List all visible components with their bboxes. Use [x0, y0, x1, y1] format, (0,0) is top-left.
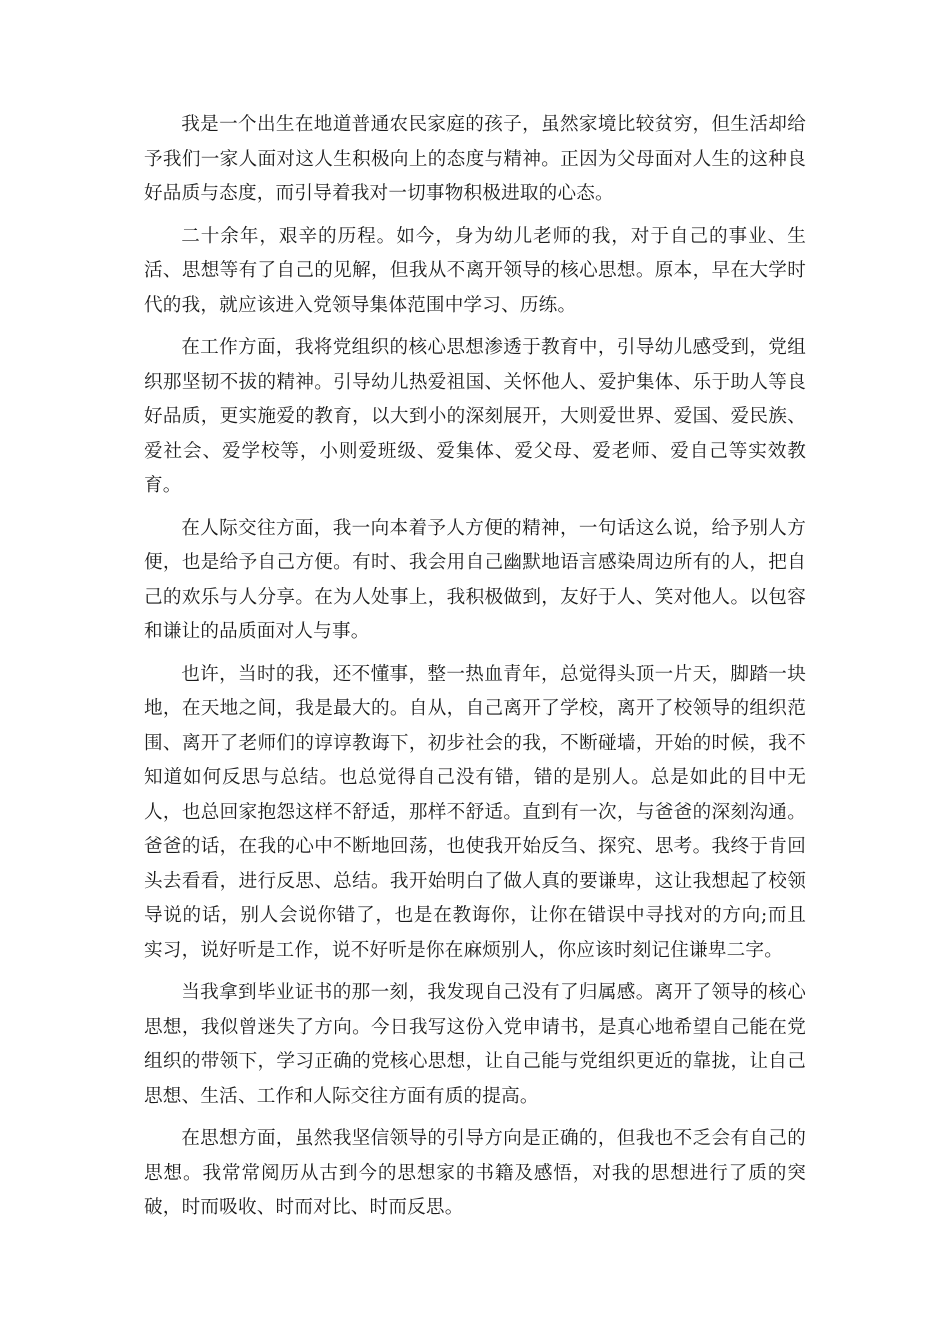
paragraph-2: 二十余年，艰辛的历程。如今，身为幼儿老师的我，对于自己的事业、生活、思想等有了自己的见解，但我从不离开领导的核心思想。原本，早在大学时代的我，就应该进入党领导集体范围中学习、历练。 [144, 225, 806, 316]
document-body [144, 108, 806, 1234]
paragraph-5: 也许，当时的我，还不懂事，整一热血青年，总觉得头顶一片天，脚踏一块地，在天地之间，我是最大的。自从，自己离开了学校，离开了校领导的组织范围、离开了老师们的谆谆教诲下，初步社会的我，不断碰墙，开始的时候，我不知道如何反思与总结。也总觉得自己没有错，错的是别人。总是如此的目中无人，也总回家抱怨这样不舒适，那样不舒适。直到有一次，与爸爸的深刻沟通。爸爸的话，在我的心中不断地回荡，也使我开始反刍、探究、思考。我终于肯回头去看看，进行反思、总结。我开始明白了做人真的要谦卑，这让我想起了校领导说的话，别人会说你错了，也是在教诲你，让你在错误中寻找对的方向;而且实习，说好听是工作，说不好听是你在麻烦别人，你应该时刻记住谦卑二字。 [144, 663, 806, 961]
paragraph-6: 当我拿到毕业证书的那一刻，我发现自己没有了归属感。离开了领导的核心思想，我似曾迷失了方向。今日我写这份入党申请书，是真心地希望自己能在党组织的带领下，学习正确的党核心思想，让自己能与党组织更近的靠拢，让自己思想、生活、工作和人际交往方面有质的提高。 [144, 982, 806, 1107]
paragraph-3: 在工作方面，我将党组织的核心思想渗透于教育中，引导幼儿感受到，党组织那坚韧不拔的精神。引导幼儿热爱祖国、关怀他人、爱护集体、乐于助人等良好品质，更实施爱的教育，以大到小的深刻展开，大则爱世界、爱国、爱民族、爱社会、爱学校等，小则爱班级、爱集体、爱父母、爱老师、爱自己等实效教育。 [144, 337, 806, 496]
paragraph-1: 我是一个出生在地道普通农民家庭的孩子，虽然家境比较贫穷，但生活却给予我们一家人面对这人生积极向上的态度与精神。正因为父母面对人生的这种良好品质与态度，而引导着我对一切事物积极进取的心态。 [144, 114, 806, 204]
paragraph-7: 在思想方面，虽然我坚信领导的引导方向是正确的，但我也不乏会有自己的思想。我常常阅历从古到今的思想家的书籍及感悟，对我的思想进行了质的突破，时而吸收、时而对比、时而反思。 [144, 1128, 806, 1218]
paragraph-4: 在人际交往方面，我一向本着予人方便的精神，一句话这么说，给予别人方便，也是给予自己方便。有时、我会用自己幽默地语言感染周边所有的人，把自己的欢乐与人分享。在为人处事上，我积极做到，友好于人、笑对他人。以包容和谦让的品质面对人与事。 [144, 517, 806, 642]
